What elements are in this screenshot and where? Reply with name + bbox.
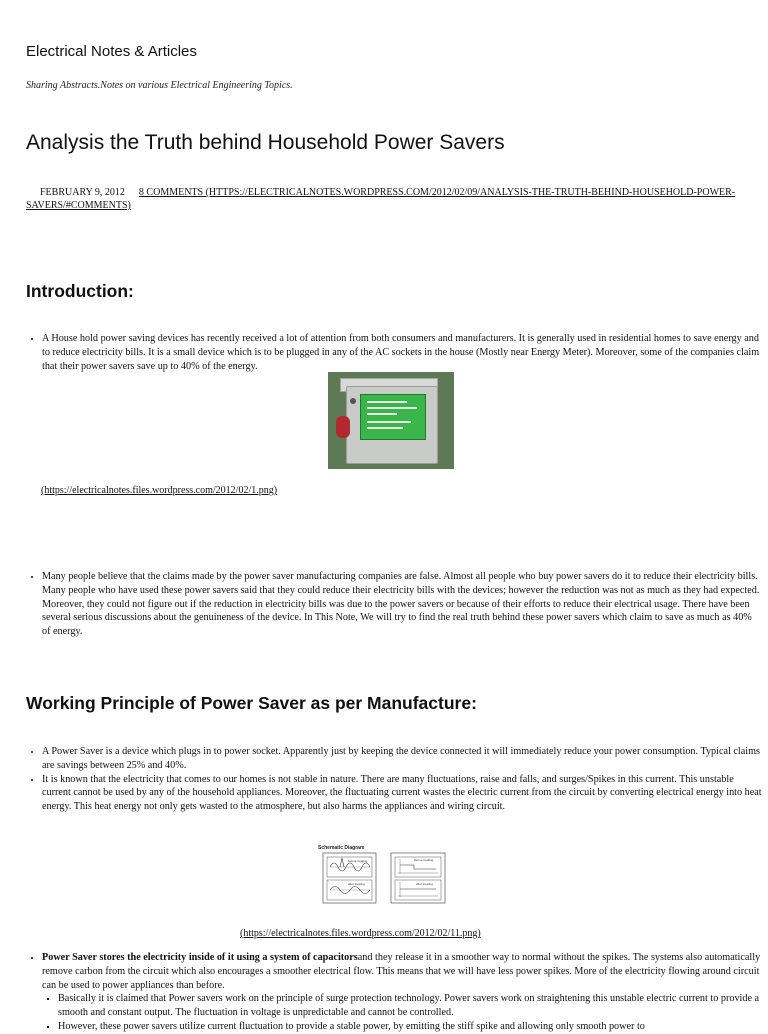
device-indicator (350, 398, 356, 404)
principle-heading: Working Principle of Power Saver as per Manufacture: (26, 693, 477, 713)
post-date[interactable]: FEBRUARY 9, 2012 (40, 187, 125, 198)
principle-bullet-3 (42, 951, 762, 1034)
intro-bullet-1: • A House hold power saving devices has recently received a lot of attention from both consumers and manufacturers. It is generally used in residential homes to save energy and to reduce electricity bills. It is a small device which is to be plugged in any of the AC sockets in the house (Mostly near Energy Meter). Moreover, some of the companies claim that their power savers save up to 40% of the energy. (42, 332, 762, 373)
site-tagline: Sharing Abstracts.Notes on various Electrical Engineering Topics. (26, 80, 293, 91)
schematic-svg (318, 843, 448, 909)
device-label (360, 394, 426, 440)
image-link-1[interactable]: (https://electricalnotes.files.wordpress.com/2012/02/1.png) (41, 485, 278, 496)
comments-link[interactable]: 8 COMMENTS (HTTPS://ELECTRICALNOTES.WORDPRESS.COM/2012/02/09/ANALYSIS-THE-TRUTH-BEHIND-HOUSEHOLD-POWER-SAVERS/#COMMENTS) (26, 187, 736, 211)
post-title: Analysis the Truth behind Household Power Savers (26, 131, 505, 154)
principle-list-1 (26, 745, 762, 814)
power-saver-image[interactable] (328, 372, 454, 469)
principle-sub-bullet-2: ▪ However, these power savers utilize current fluctuation to provide a stable power, by emitting the stiff spike and allowing only smooth power to (58, 1020, 762, 1034)
principle-bullet-3-bold: Power Saver stores the electricity inside of it using a system of capacitors (42, 952, 358, 963)
principle-bullet-1: • A Power Saver is a device which plugs in to power socket. Apparently just by keeping the device connected it will immediately reduce your power consumption. Typical claims are savings between 25% and 40%. (42, 745, 762, 773)
schematic-label-3: before treating (414, 858, 434, 862)
post-meta (26, 186, 746, 212)
image-link-2[interactable]: (https://electricalnotes.files.wordpress.com/2012/02/11.png) (240, 928, 481, 939)
device-wire (336, 416, 350, 438)
intro-list-1 (26, 332, 762, 373)
intro-heading: Introduction: (26, 281, 134, 301)
principle-list-2 (26, 951, 762, 1034)
principle-bullet-2: • It is known that the electricity that comes to our homes is not stable in nature. There are many fluctuations, raise and falls, and surges/Spikes in this current. This unstable current cannot be used by any of the household appliances. Moreover, the fluctuating current wastes the electric current from the circuit by converting electrical energy into heat energy. This heat energy not only gets wasted to the atmosphere, but also harms the appliances and wiring circuit. (42, 773, 762, 814)
principle-bullet-3-rest: and they release it in a smoother way to normal without the spikes. The systems also automatically remove carbon from the circuit which also encourages a smoother electrical flow. This means that we will have less power spikes. More of the electricity flowing around circuit can be used to power appliances than before. (42, 952, 761, 991)
principle-sublist (42, 992, 762, 1033)
schematic-label-4: after treating (416, 882, 433, 886)
schematic-title: Schematic Diagram (318, 845, 365, 851)
intro-list-2 (26, 570, 762, 639)
principle-sub-bullet-1: ▪ Basically it is claimed that Power savers work on the principle of surge protection technology. Power savers work on straightening this unstable electric current to provide a smooth and constant output. The fluctuation in voltage is unpredictable and cannot be controlled. (58, 992, 762, 1020)
intro-bullet-2: • Many people believe that the claims made by the power saver manufacturing companies are false. Almost all people who buy power savers do it to reduce their electricity bills. Many people who have used these power savers said that they could reduce their electricity bills with the devices; however the reduction was not as much as they had expected. Moreover, they could not figure out if the reduction in electricity bills was due to the power savers or because of their efforts to reduce their electrical usage. There have been several serious discussions about the genuineness of the device. In This Note, We will try to find the real truth behind these power savers which claim to save as much as 40% of energy. (42, 570, 762, 639)
schematic-label-2: after treating (348, 882, 365, 886)
site-title[interactable]: Electrical Notes & Articles (26, 43, 197, 60)
schematic-diagram[interactable] (318, 843, 448, 909)
schematic-label-1: before treating (348, 859, 368, 863)
